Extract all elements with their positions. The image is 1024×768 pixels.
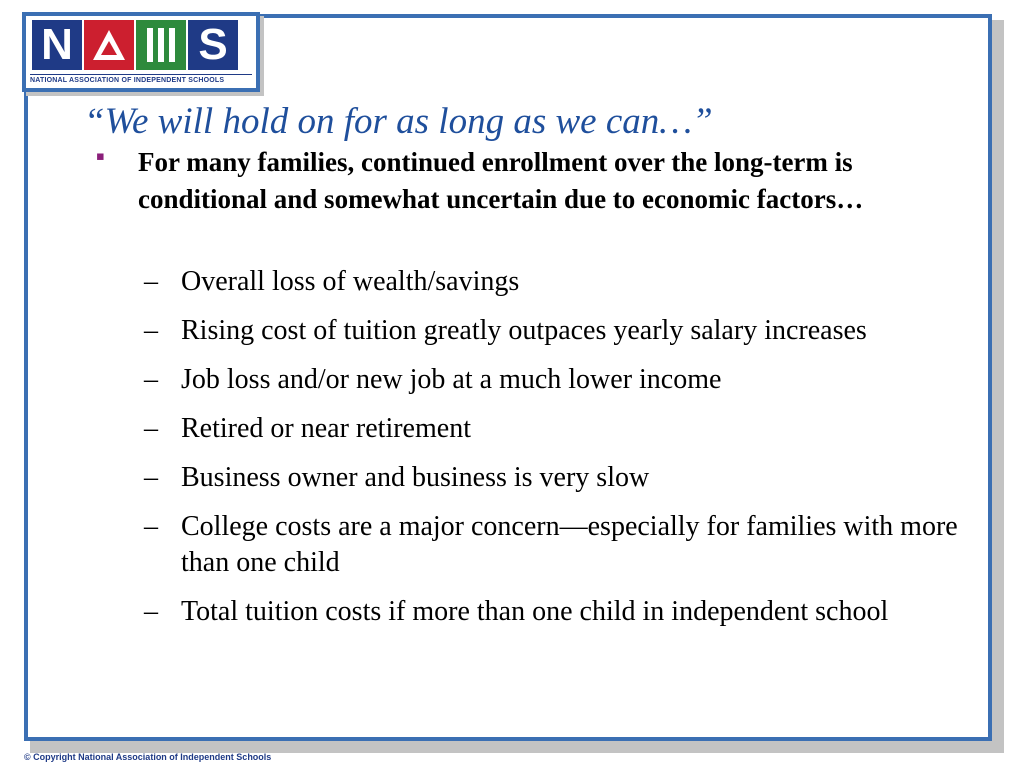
dash-icon: – bbox=[144, 364, 158, 395]
dash-icon: – bbox=[144, 511, 158, 542]
sub-bullet-item bbox=[138, 411, 958, 447]
logo-letter-n: N bbox=[41, 20, 73, 69]
dash-icon: – bbox=[144, 413, 158, 444]
sub-bullet-item bbox=[138, 460, 958, 496]
pillars-icon bbox=[143, 24, 179, 66]
nais-logo bbox=[22, 12, 260, 92]
logo-letter-s: S bbox=[198, 20, 228, 69]
sub-bullet-text: Total tuition costs if more than one child in independent school bbox=[181, 596, 889, 627]
sub-bullet-item bbox=[138, 509, 958, 581]
dash-icon: – bbox=[144, 266, 158, 297]
main-bullet-text: For many families, continued enrollment over the long-term is conditional and somewhat uncertain due to economic factors… bbox=[138, 147, 864, 214]
sub-bullet-list bbox=[138, 264, 958, 643]
sub-bullet-text: Rising cost of tuition greatly outpaces yearly salary increases bbox=[181, 315, 867, 346]
copyright-footer: © Copyright National Association of Independent Schools bbox=[24, 752, 272, 762]
logo-caption: NATIONAL ASSOCIATION OF INDEPENDENT SCHOOLS bbox=[30, 74, 252, 84]
logo-tile-a bbox=[84, 20, 134, 70]
sub-bullet-item bbox=[138, 594, 958, 630]
dash-icon: – bbox=[144, 315, 158, 346]
sub-bullet-item bbox=[138, 264, 958, 300]
main-bullet-icon: ▪ bbox=[96, 149, 105, 164]
sub-bullet-text: Business owner and business is very slow bbox=[181, 462, 650, 493]
logo-tile-i bbox=[136, 20, 186, 70]
dash-icon: – bbox=[144, 596, 158, 627]
slide-title: “We will hold on for as long as we can…” bbox=[84, 101, 713, 142]
logo-tile-s bbox=[188, 20, 238, 70]
triangle-icon bbox=[89, 25, 129, 65]
dash-icon: – bbox=[144, 462, 158, 493]
logo-tile-n bbox=[32, 20, 82, 70]
sub-bullet-text: Overall loss of wealth/savings bbox=[181, 266, 520, 297]
sub-bullet-text: College costs are a major concern—especially for families with more than one child bbox=[181, 511, 958, 578]
sub-bullet-item bbox=[138, 313, 958, 349]
sub-bullet-text: Job loss and/or new job at a much lower income bbox=[181, 364, 722, 395]
sub-bullet-item bbox=[138, 362, 958, 398]
sub-bullet-text: Retired or near retirement bbox=[181, 413, 471, 444]
